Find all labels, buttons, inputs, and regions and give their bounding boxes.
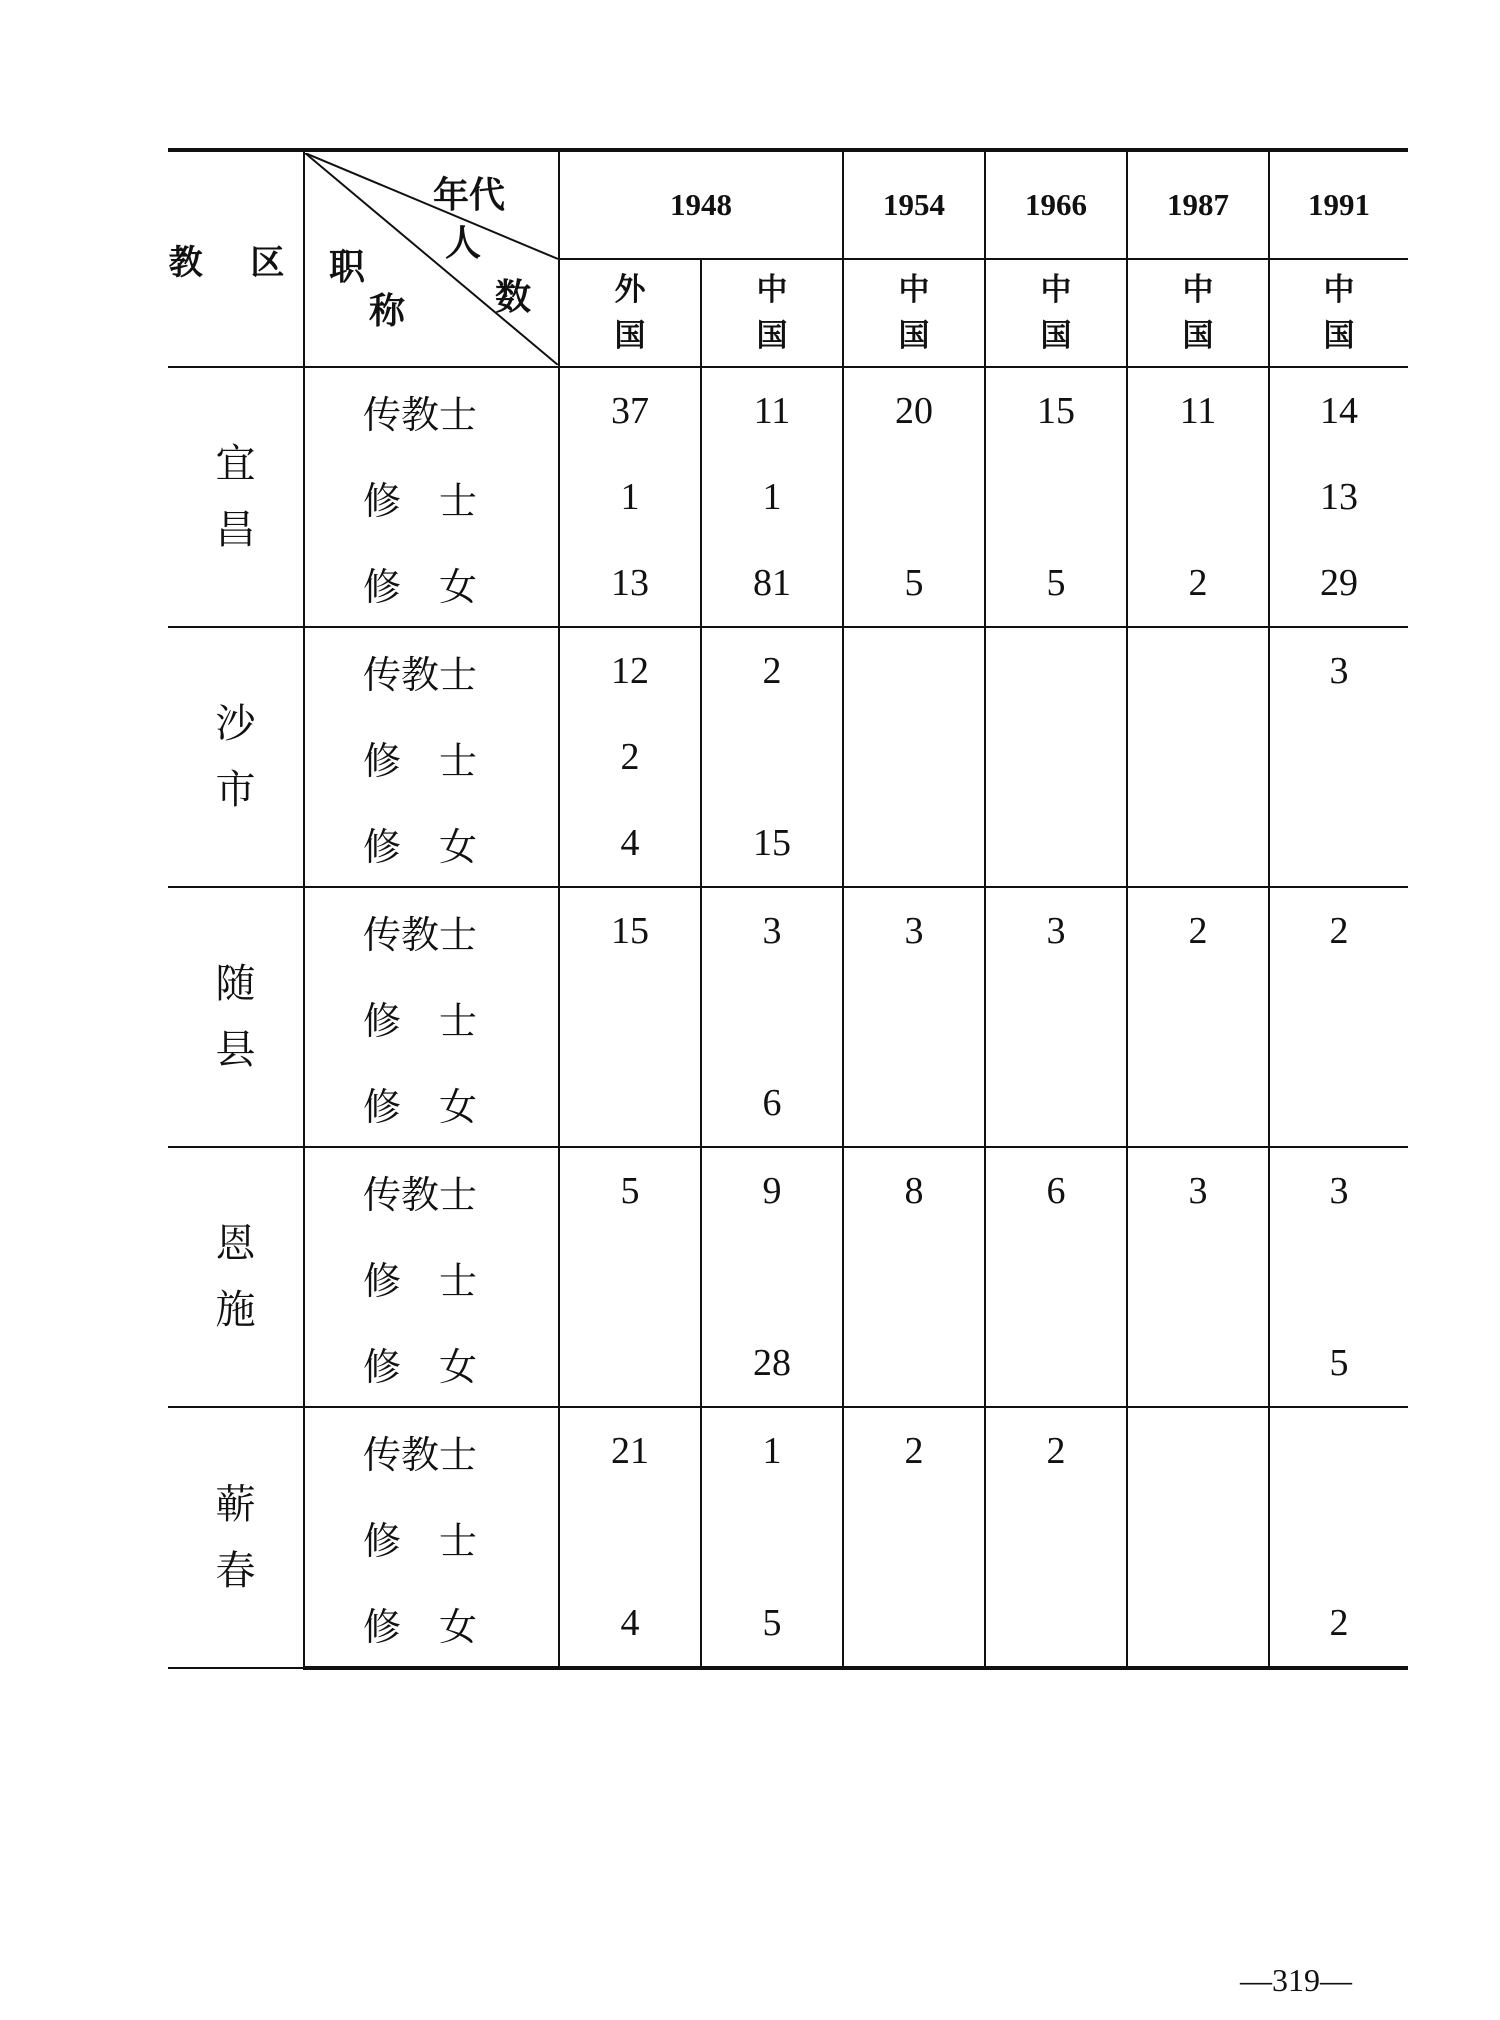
count-cell bbox=[559, 1320, 701, 1407]
count-cell bbox=[1127, 1060, 1269, 1147]
count-cell: 3 bbox=[1269, 1147, 1408, 1234]
count-cell: 5 bbox=[843, 540, 985, 627]
count-cell bbox=[701, 714, 843, 800]
count-cell: 5 bbox=[985, 540, 1127, 627]
count-cell bbox=[1269, 714, 1408, 800]
count-cell: 12 bbox=[559, 627, 701, 714]
count-cell bbox=[985, 1320, 1127, 1407]
count-cell: 3 bbox=[1269, 627, 1408, 714]
count-cell bbox=[843, 454, 985, 540]
count-cell: 2 bbox=[985, 1407, 1127, 1494]
diag-label-people: 人 bbox=[445, 222, 482, 264]
count-cell bbox=[843, 800, 985, 887]
diag-label-title-1: 职 bbox=[329, 246, 366, 288]
clergy-title-text: 传教士 bbox=[363, 652, 478, 697]
clergy-title-text: 修 士 bbox=[363, 478, 478, 523]
count-cell bbox=[1269, 800, 1408, 887]
table-row bbox=[168, 1580, 1408, 1668]
region-name bbox=[168, 1407, 304, 1668]
count-cell: 29 bbox=[1269, 540, 1408, 627]
region-name-char: 蕲 bbox=[215, 1481, 256, 1528]
count-cell: 3 bbox=[843, 887, 985, 974]
header-nationality: 中 国 bbox=[985, 259, 1127, 367]
count-cell: 2 bbox=[559, 714, 701, 800]
count-cell: 1 bbox=[701, 454, 843, 540]
table-row bbox=[168, 800, 1408, 887]
region-name-char: 恩 bbox=[215, 1221, 256, 1267]
clergy-title-text: 修 女 bbox=[363, 1344, 478, 1389]
count-cell: 3 bbox=[701, 887, 843, 974]
count-cell bbox=[985, 627, 1127, 714]
region-name-char: 春 bbox=[215, 1547, 256, 1594]
count-cell bbox=[843, 627, 985, 714]
count-cell: 37 bbox=[559, 367, 701, 454]
count-cell: 15 bbox=[985, 367, 1127, 454]
count-cell: 15 bbox=[701, 800, 843, 887]
count-cell bbox=[843, 1320, 985, 1407]
count-cell: 5 bbox=[701, 1580, 843, 1668]
header-nationality: 中 国 bbox=[1269, 259, 1408, 367]
count-cell bbox=[843, 974, 985, 1060]
count-cell: 3 bbox=[1127, 1147, 1269, 1234]
region-name bbox=[168, 1147, 304, 1407]
count-cell: 13 bbox=[1269, 454, 1408, 540]
table-row bbox=[168, 454, 1408, 540]
count-cell: 2 bbox=[843, 1407, 985, 1494]
clergy-title-text: 修 士 bbox=[363, 1258, 478, 1303]
page-number: —319— bbox=[1240, 1962, 1352, 1998]
count-cell: 6 bbox=[985, 1147, 1127, 1234]
count-cell bbox=[1127, 1580, 1269, 1668]
clergy-title-text: 修 士 bbox=[363, 1518, 478, 1563]
count-cell bbox=[843, 1580, 985, 1668]
count-cell: 1 bbox=[559, 454, 701, 540]
count-cell bbox=[985, 1234, 1127, 1320]
count-cell bbox=[985, 1580, 1127, 1668]
clergy-title bbox=[304, 1320, 559, 1407]
clergy-title bbox=[304, 800, 559, 887]
count-cell: 4 bbox=[559, 800, 701, 887]
clergy-title bbox=[304, 1234, 559, 1320]
count-cell bbox=[559, 1494, 701, 1580]
header-nationality: 外 国 bbox=[559, 259, 701, 367]
header-year-1966: 1966 bbox=[985, 150, 1127, 259]
count-cell bbox=[1127, 627, 1269, 714]
diag-label-title-2: 称 bbox=[369, 290, 406, 332]
count-cell: 5 bbox=[1269, 1320, 1408, 1407]
clergy-title bbox=[304, 627, 559, 714]
header-year-1954: 1954 bbox=[843, 150, 985, 259]
table-row bbox=[168, 1320, 1408, 1407]
clergy-title-text: 修 士 bbox=[363, 998, 478, 1043]
table-row bbox=[168, 887, 1408, 974]
header-region: 教 区 bbox=[168, 150, 304, 367]
count-cell: 2 bbox=[1127, 540, 1269, 627]
count-cell bbox=[985, 714, 1127, 800]
count-cell bbox=[1127, 800, 1269, 887]
count-cell bbox=[1127, 454, 1269, 540]
region-name-char: 昌 bbox=[215, 507, 256, 553]
clergy-title-text: 修 女 bbox=[363, 1604, 478, 1649]
table-row bbox=[168, 627, 1408, 714]
count-cell: 14 bbox=[1269, 367, 1408, 454]
region-name bbox=[168, 887, 304, 1147]
count-cell bbox=[701, 1494, 843, 1580]
count-cell bbox=[1269, 1060, 1408, 1147]
region-name-char: 沙 bbox=[215, 701, 256, 747]
header-diagonal-cell bbox=[304, 150, 559, 367]
diag-label-count: 数 bbox=[495, 276, 532, 318]
count-cell: 81 bbox=[701, 540, 843, 627]
header-nationality: 中 国 bbox=[701, 259, 843, 367]
table-row bbox=[168, 1234, 1408, 1320]
clergy-title-text: 传教士 bbox=[363, 912, 478, 957]
count-cell: 11 bbox=[701, 367, 843, 454]
count-cell bbox=[843, 1234, 985, 1320]
count-cell: 4 bbox=[559, 1580, 701, 1668]
count-cell: 21 bbox=[559, 1407, 701, 1494]
clergy-title bbox=[304, 540, 559, 627]
table-row bbox=[168, 540, 1408, 627]
table-row bbox=[168, 367, 1408, 454]
clergy-title bbox=[304, 454, 559, 540]
count-cell bbox=[843, 1494, 985, 1580]
count-cell bbox=[1269, 1407, 1408, 1494]
count-cell bbox=[1127, 1234, 1269, 1320]
count-cell: 8 bbox=[843, 1147, 985, 1234]
region-name-char: 县 bbox=[215, 1027, 256, 1073]
count-cell bbox=[1127, 714, 1269, 800]
count-cell bbox=[1269, 974, 1408, 1060]
clergy-title bbox=[304, 1060, 559, 1147]
count-cell bbox=[985, 974, 1127, 1060]
count-cell: 2 bbox=[1269, 887, 1408, 974]
count-cell bbox=[1127, 974, 1269, 1060]
count-cell bbox=[559, 974, 701, 1060]
count-cell bbox=[1269, 1234, 1408, 1320]
table-row bbox=[168, 1147, 1408, 1234]
count-cell: 3 bbox=[985, 887, 1127, 974]
count-cell bbox=[1127, 1320, 1269, 1407]
count-cell: 9 bbox=[701, 1147, 843, 1234]
clergy-title-text: 传教士 bbox=[363, 1172, 478, 1217]
count-cell bbox=[701, 974, 843, 1060]
clergy-title-text: 修 士 bbox=[363, 738, 478, 783]
count-cell bbox=[985, 454, 1127, 540]
count-cell: 2 bbox=[701, 627, 843, 714]
header-nationality: 中 国 bbox=[843, 259, 985, 367]
diag-label-years: 年代 bbox=[433, 174, 506, 216]
table-row bbox=[168, 714, 1408, 800]
count-cell: 28 bbox=[701, 1320, 843, 1407]
clergy-title bbox=[304, 1580, 559, 1668]
clergy-title-text: 修 女 bbox=[363, 1084, 478, 1129]
count-cell bbox=[843, 1060, 985, 1147]
region-name-char: 宜 bbox=[215, 441, 256, 487]
header-year-1948: 1948 bbox=[559, 150, 843, 259]
count-cell: 1 bbox=[701, 1407, 843, 1494]
count-cell bbox=[843, 714, 985, 800]
clergy-statistics-table bbox=[168, 148, 1408, 1670]
count-cell: 6 bbox=[701, 1060, 843, 1147]
clergy-title bbox=[304, 367, 559, 454]
count-cell: 15 bbox=[559, 887, 701, 974]
clergy-title-text: 修 女 bbox=[363, 564, 478, 609]
clergy-title bbox=[304, 1407, 559, 1494]
clergy-title bbox=[304, 1494, 559, 1580]
count-cell bbox=[559, 1060, 701, 1147]
clergy-title bbox=[304, 887, 559, 974]
header-year-1991: 1991 bbox=[1269, 150, 1408, 259]
count-cell bbox=[701, 1234, 843, 1320]
region-name-char: 市 bbox=[215, 767, 256, 813]
region-name bbox=[168, 367, 304, 627]
region-name-char: 随 bbox=[215, 961, 256, 1007]
count-cell bbox=[1269, 1494, 1408, 1580]
count-cell bbox=[985, 1494, 1127, 1580]
table-row bbox=[168, 1060, 1408, 1147]
clergy-title-text: 修 女 bbox=[363, 824, 478, 869]
table-row bbox=[168, 1407, 1408, 1494]
count-cell bbox=[1127, 1494, 1269, 1580]
count-cell: 2 bbox=[1127, 887, 1269, 974]
region-name bbox=[168, 627, 304, 887]
clergy-title bbox=[304, 714, 559, 800]
header-year-1987: 1987 bbox=[1127, 150, 1269, 259]
clergy-title bbox=[304, 974, 559, 1060]
clergy-title-text: 传教士 bbox=[363, 392, 478, 437]
count-cell bbox=[985, 800, 1127, 887]
count-cell bbox=[1127, 1407, 1269, 1494]
header-nationality: 中 国 bbox=[1127, 259, 1269, 367]
count-cell: 13 bbox=[559, 540, 701, 627]
count-cell: 2 bbox=[1269, 1580, 1408, 1668]
clergy-title bbox=[304, 1147, 559, 1234]
count-cell: 11 bbox=[1127, 367, 1269, 454]
count-cell: 20 bbox=[843, 367, 985, 454]
table-row bbox=[168, 1494, 1408, 1580]
count-cell bbox=[985, 1060, 1127, 1147]
count-cell: 5 bbox=[559, 1147, 701, 1234]
table-row bbox=[168, 974, 1408, 1060]
region-name-char: 施 bbox=[215, 1287, 256, 1333]
clergy-title-text: 传教士 bbox=[363, 1432, 478, 1477]
count-cell bbox=[559, 1234, 701, 1320]
